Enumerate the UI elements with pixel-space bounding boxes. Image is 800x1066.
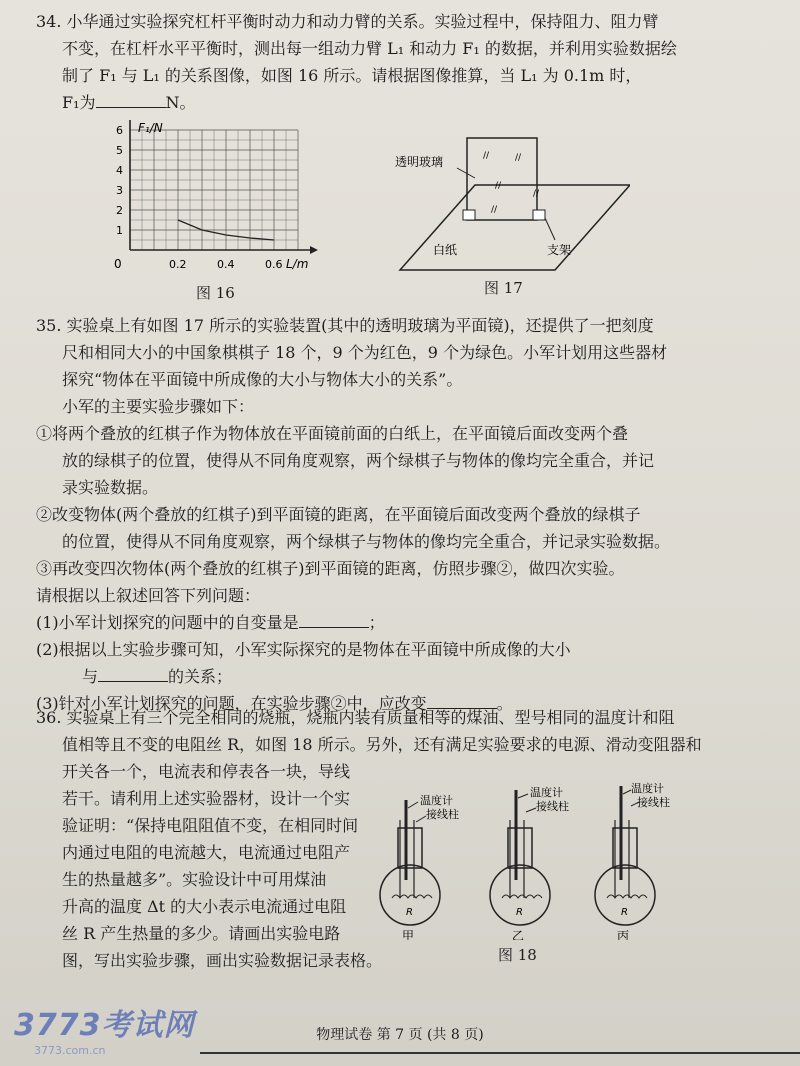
origin-label: 0 — [114, 257, 122, 271]
glass-mark: // — [495, 181, 502, 191]
q35-sub2-suffix: 的关系； — [168, 667, 233, 686]
q34-text-line2: 不变，在杠杆水平平衡时，测出每一组动力臂 L₁ 和动力 F₁ 的数据，并利用实验数据绘 — [62, 39, 677, 58]
figure-16-caption: 图 16 — [196, 284, 235, 302]
y-tick-label: 1 — [116, 224, 123, 237]
flask-jia — [380, 793, 459, 940]
q35-sub2-line1: (2)根据以上实验步骤可知，小军实际探究的是物体在平面镜中所成像的大小 — [36, 640, 571, 659]
x-tick-label: 0.2 — [169, 258, 187, 271]
stand-left — [463, 210, 475, 220]
q36-text-line4: 若干。请利用上述实验器材，设计一个实 — [62, 789, 351, 808]
flask-jia-thermometer-label: 温度计 — [420, 794, 453, 807]
q35-answer-intro: 请根据以上叙述回答下列问题： — [36, 586, 261, 605]
q36-text-line5: 验证明：“保持电阻阻值不变，在相同时间 — [62, 816, 359, 835]
y-tick-label: 2 — [116, 204, 123, 217]
flask-bing-terminal-label: 接线柱 — [637, 796, 670, 809]
q35-sub3-end: 。 — [496, 694, 513, 713]
svg-text:R: R — [406, 907, 413, 918]
flask-yi-label: 乙 — [512, 929, 525, 940]
q35-text-line2: 尺和相同大小的中国象棋棋子 18 个，9 个为红色，9 个为绿色。小军计划用这些器材 — [62, 343, 668, 362]
watermark-logo — [14, 1000, 195, 1057]
glass-plate — [467, 138, 537, 220]
q36-text-line7: 生的热量越多”。实验设计中可用煤油 — [62, 870, 327, 889]
q35-sub1-end: ； — [368, 613, 385, 632]
figure-18-caption: 图 18 — [498, 946, 537, 964]
glass-mark: // — [483, 151, 490, 161]
q36-text-line10: 图，写出实验步骤，画出实验数据记录表格。 — [62, 951, 383, 970]
q35-sub3-text: (3)针对小军计划探究的问题，在实验步骤②中，应改变 — [36, 694, 427, 713]
figure-16-graph — [110, 118, 330, 283]
q35-step1-line3: 录实验数据。 — [62, 478, 159, 497]
y-axis-label: F₁/N — [138, 121, 163, 135]
q35-step2-line1: ②改变物体(两个叠放的红棋子)到平面镜的距离，在平面镜后面改变两个叠放的绿棋子 — [36, 505, 641, 524]
y-tick-label: 6 — [116, 124, 123, 137]
q34-number: 34. — [36, 12, 62, 31]
flask-jia-terminal-label: 接线柱 — [426, 808, 459, 821]
q34-answer-prefix: F₁为 — [62, 93, 96, 112]
x-axis-label: L/m — [286, 257, 309, 271]
watermark-brand: 3773考试网 — [14, 1008, 195, 1043]
figure-17-caption: 图 17 — [484, 279, 523, 297]
figure-18-flasks — [370, 780, 680, 940]
x-tick-label: 0.4 — [217, 258, 235, 271]
question-34 — [36, 8, 766, 116]
q36-text-line9: 丝 R 产生热量的多少。请画出实验电路 — [62, 924, 341, 943]
q34-text-line1: 小华通过实验探究杠杆平衡时动力和动力臂的关系。实验过程中，保持阻力、阻力臂 — [66, 12, 659, 31]
q36-text-line6: 内通过电阻的电流越大，电流通过电阻产 — [62, 843, 351, 862]
glass-label: 透明玻璃 — [395, 155, 444, 169]
svg-text:R: R — [516, 907, 523, 918]
glass-mark: // — [491, 205, 498, 215]
question-35 — [36, 312, 766, 717]
flask-bing-thermometer-label: 温度计 — [631, 782, 664, 795]
q35-step2-line2: 的位置，使得从不同角度观察，两个绿棋子与物体的像均完全重合，并记录实验数据。 — [62, 532, 671, 551]
white-paper-sheet — [400, 185, 630, 270]
y-tick-label: 3 — [116, 184, 123, 197]
x-tick-labels — [169, 258, 283, 271]
q35-sub2-prefix: 与 — [82, 667, 99, 686]
x-tick-label: 0.6 — [265, 258, 283, 271]
flask-jia-label: 甲 — [402, 929, 415, 940]
q35-sub1-blank[interactable] — [299, 609, 369, 628]
watermark-url: 3773.com.cn — [34, 1044, 106, 1057]
q36-number: 36. — [36, 708, 62, 727]
stand-pointer-line — [545, 218, 555, 240]
flask-bing — [595, 781, 670, 940]
q35-sub1-text: (1)小军计划探究的问题中的自变量是 — [36, 613, 299, 632]
q35-step3: ③再改变四次物体(两个叠放的红棋子)到平面镜的距离，仿照步骤②，做四次实验。 — [36, 559, 625, 578]
bottom-rule — [200, 1052, 800, 1054]
q35-text-line3: 探究“物体在平面镜中所成像的大小与物体大小的关系”。 — [62, 370, 463, 389]
flask-bing-label: 丙 — [617, 929, 630, 940]
figure-17-apparatus — [395, 130, 630, 275]
flask-yi-terminal-label: 接线柱 — [536, 800, 569, 813]
svg-text:R: R — [621, 907, 628, 918]
y-tick-label: 5 — [116, 144, 123, 157]
q36-text-line8: 升高的温度 Δt 的大小表示电流通过电阻 — [62, 897, 347, 916]
q34-answer-suffix: N。 — [165, 93, 196, 112]
q34-answer-blank[interactable] — [96, 89, 166, 108]
q35-number: 35. — [36, 316, 62, 335]
q35-step1-line2: 放的绿棋子的位置，使得从不同角度观察，两个绿棋子与物体的像均完全重合，并记 — [62, 451, 655, 470]
q36-text-line2: 值相等且不变的电阻丝 R，如图 18 所示。另外，还有满足实验要求的电源、滑动变阻器和 — [62, 735, 702, 754]
flask-yi-thermometer-label: 温度计 — [530, 786, 563, 799]
q35-steps-intro: 小军的主要实验步骤如下： — [62, 397, 255, 416]
paper-label: 白纸 — [433, 243, 458, 257]
stand-label: 支架 — [547, 243, 572, 257]
flask-yi — [490, 785, 569, 940]
q35-sub2-blank[interactable] — [98, 663, 168, 682]
page-footer: 物理试卷 第 7 页 (共 8 页) — [316, 1027, 484, 1043]
q36-text-line3: 开关各一个，电流表和停表各一块，导线 — [62, 762, 351, 781]
stand-right — [533, 210, 545, 220]
glass-mark: // — [515, 153, 522, 163]
q36-text-line1: 实验桌上有三个完全相同的烧瓶，烧瓶内装有质量相等的煤油、型号相同的温度计和阻 — [66, 708, 675, 727]
glass-pointer-line — [457, 168, 475, 178]
glass-mark: // — [533, 189, 540, 199]
y-tick-label: 4 — [116, 164, 123, 177]
q34-text-line3: 制了 F₁ 与 L₁ 的关系图像，如图 16 所示。请根据图像推算，当 L₁ 为 0.1m 时， — [62, 66, 642, 85]
x-axis-arrow — [310, 246, 318, 254]
q35-step1-line1: ①将两个叠放的红棋子作为物体放在平面镜前面的白纸上，在平面镜后面改变两个叠 — [36, 424, 629, 443]
q35-text-line1: 实验桌上有如图 17 所示的实验装置(其中的透明玻璃为平面镜)，还提供了一把刻度 — [66, 316, 654, 335]
y-tick-labels — [116, 124, 123, 237]
